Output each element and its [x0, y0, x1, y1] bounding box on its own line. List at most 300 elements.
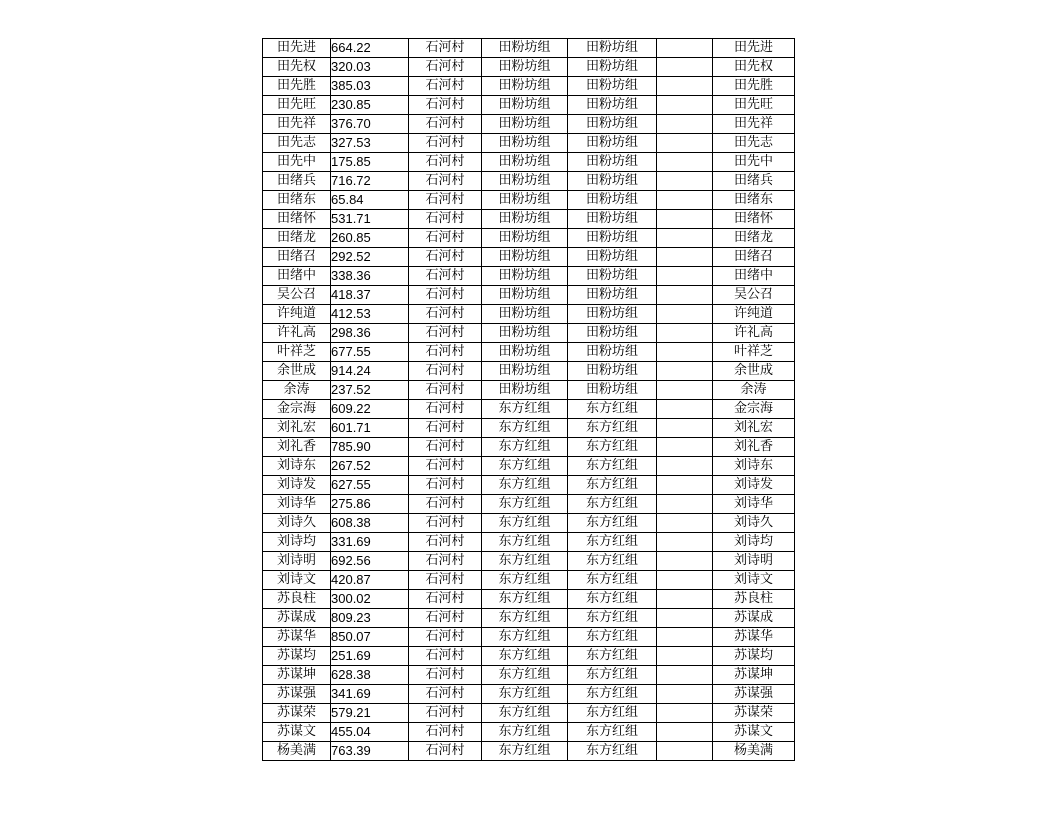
table-row: [263, 514, 795, 533]
empty-cell: [657, 229, 713, 248]
area-value-cell: 850.07: [331, 628, 409, 647]
table-row: [263, 666, 795, 685]
table-body: [263, 39, 795, 761]
area-value-cell: 251.69: [331, 647, 409, 666]
owner-name-cell: 田绪召: [263, 248, 331, 267]
owner-name-repeat-cell: 刘诗华: [713, 495, 795, 514]
owner-name-repeat-cell: 许礼高: [713, 324, 795, 343]
area-value-cell: 267.52: [331, 457, 409, 476]
village-cell: 石河村: [409, 647, 482, 666]
table-row: [263, 305, 795, 324]
owner-name-cell: 田绪龙: [263, 229, 331, 248]
village-cell: 石河村: [409, 305, 482, 324]
village-cell: 石河村: [409, 552, 482, 571]
owner-name-cell: 许礼高: [263, 324, 331, 343]
group-repeat-cell: 田粉坊组: [568, 248, 657, 267]
group-repeat-cell: 东方红组: [568, 609, 657, 628]
owner-name-cell: 田先志: [263, 134, 331, 153]
group-cell: 田粉坊组: [482, 362, 568, 381]
area-value-cell: 298.36: [331, 324, 409, 343]
village-cell: 石河村: [409, 571, 482, 590]
owner-name-repeat-cell: 苏谋均: [713, 647, 795, 666]
owner-name-cell: 刘诗均: [263, 533, 331, 552]
village-cell: 石河村: [409, 533, 482, 552]
table-row: [263, 628, 795, 647]
group-repeat-cell: 田粉坊组: [568, 191, 657, 210]
village-cell: 石河村: [409, 666, 482, 685]
table-row: [263, 343, 795, 362]
owner-name-cell: 田绪东: [263, 191, 331, 210]
table-row: [263, 134, 795, 153]
village-cell: 石河村: [409, 704, 482, 723]
owner-name-repeat-cell: 田先旺: [713, 96, 795, 115]
empty-cell: [657, 514, 713, 533]
owner-name-repeat-cell: 苏谋强: [713, 685, 795, 704]
group-repeat-cell: 田粉坊组: [568, 305, 657, 324]
area-value-cell: 376.70: [331, 115, 409, 134]
group-cell: 田粉坊组: [482, 305, 568, 324]
table-row: [263, 495, 795, 514]
village-cell: 石河村: [409, 628, 482, 647]
table-row: [263, 153, 795, 172]
owner-name-repeat-cell: 苏谋华: [713, 628, 795, 647]
owner-name-repeat-cell: 余涛: [713, 381, 795, 400]
empty-cell: [657, 115, 713, 134]
group-repeat-cell: 田粉坊组: [568, 39, 657, 58]
owner-name-cell: 苏谋文: [263, 723, 331, 742]
area-value-cell: 260.85: [331, 229, 409, 248]
owner-name-cell: 刘诗发: [263, 476, 331, 495]
village-cell: 石河村: [409, 58, 482, 77]
group-cell: 田粉坊组: [482, 77, 568, 96]
village-cell: 石河村: [409, 457, 482, 476]
group-repeat-cell: 东方红组: [568, 419, 657, 438]
table-row: [263, 191, 795, 210]
owner-name-cell: 田绪怀: [263, 210, 331, 229]
empty-cell: [657, 419, 713, 438]
group-repeat-cell: 田粉坊组: [568, 286, 657, 305]
owner-name-repeat-cell: 刘诗明: [713, 552, 795, 571]
group-cell: 东方红组: [482, 685, 568, 704]
village-cell: 石河村: [409, 172, 482, 191]
group-repeat-cell: 东方红组: [568, 457, 657, 476]
owner-name-cell: 苏谋强: [263, 685, 331, 704]
area-value-cell: 338.36: [331, 267, 409, 286]
village-cell: 石河村: [409, 438, 482, 457]
group-cell: 田粉坊组: [482, 286, 568, 305]
table-row: [263, 590, 795, 609]
owner-name-cell: 苏谋荣: [263, 704, 331, 723]
table-row: [263, 457, 795, 476]
empty-cell: [657, 362, 713, 381]
empty-cell: [657, 286, 713, 305]
area-value-cell: 175.85: [331, 153, 409, 172]
area-value-cell: 609.22: [331, 400, 409, 419]
group-cell: 田粉坊组: [482, 58, 568, 77]
owner-name-repeat-cell: 吴公召: [713, 286, 795, 305]
empty-cell: [657, 704, 713, 723]
area-value-cell: 292.52: [331, 248, 409, 267]
owner-name-cell: 田先中: [263, 153, 331, 172]
empty-cell: [657, 77, 713, 96]
village-cell: 石河村: [409, 362, 482, 381]
owner-name-repeat-cell: 余世成: [713, 362, 795, 381]
empty-cell: [657, 343, 713, 362]
group-cell: 东方红组: [482, 609, 568, 628]
empty-cell: [657, 685, 713, 704]
owner-name-cell: 田绪中: [263, 267, 331, 286]
group-repeat-cell: 田粉坊组: [568, 324, 657, 343]
owner-name-cell: 叶祥芝: [263, 343, 331, 362]
group-repeat-cell: 田粉坊组: [568, 172, 657, 191]
empty-cell: [657, 248, 713, 267]
group-repeat-cell: 田粉坊组: [568, 267, 657, 286]
empty-cell: [657, 666, 713, 685]
empty-cell: [657, 742, 713, 761]
data-table: [262, 38, 795, 761]
owner-name-cell: 刘诗华: [263, 495, 331, 514]
owner-name-cell: 余涛: [263, 381, 331, 400]
area-value-cell: 785.90: [331, 438, 409, 457]
area-value-cell: 420.87: [331, 571, 409, 590]
owner-name-repeat-cell: 苏谋成: [713, 609, 795, 628]
owner-name-cell: 田先胜: [263, 77, 331, 96]
area-value-cell: 677.55: [331, 343, 409, 362]
owner-name-repeat-cell: 苏良柱: [713, 590, 795, 609]
group-cell: 田粉坊组: [482, 153, 568, 172]
village-cell: 石河村: [409, 419, 482, 438]
owner-name-cell: 刘礼宏: [263, 419, 331, 438]
village-cell: 石河村: [409, 590, 482, 609]
owner-name-repeat-cell: 田绪东: [713, 191, 795, 210]
owner-name-repeat-cell: 苏谋文: [713, 723, 795, 742]
owner-name-cell: 田先进: [263, 39, 331, 58]
group-cell: 田粉坊组: [482, 115, 568, 134]
village-cell: 石河村: [409, 609, 482, 628]
owner-name-cell: 苏良柱: [263, 590, 331, 609]
table-row: [263, 172, 795, 191]
area-value-cell: 320.03: [331, 58, 409, 77]
empty-cell: [657, 39, 713, 58]
area-value-cell: 385.03: [331, 77, 409, 96]
owner-name-cell: 苏谋成: [263, 609, 331, 628]
group-cell: 东方红组: [482, 457, 568, 476]
empty-cell: [657, 628, 713, 647]
area-value-cell: 341.69: [331, 685, 409, 704]
group-cell: 东方红组: [482, 704, 568, 723]
area-value-cell: 628.38: [331, 666, 409, 685]
owner-name-repeat-cell: 田先中: [713, 153, 795, 172]
group-repeat-cell: 东方红组: [568, 742, 657, 761]
area-value-cell: 716.72: [331, 172, 409, 191]
area-value-cell: 531.71: [331, 210, 409, 229]
village-cell: 石河村: [409, 210, 482, 229]
table-row: [263, 571, 795, 590]
group-repeat-cell: 东方红组: [568, 438, 657, 457]
table-row: [263, 685, 795, 704]
owner-name-cell: 刘礼香: [263, 438, 331, 457]
village-cell: 石河村: [409, 742, 482, 761]
village-cell: 石河村: [409, 286, 482, 305]
table-row: [263, 400, 795, 419]
group-repeat-cell: 田粉坊组: [568, 343, 657, 362]
owner-name-repeat-cell: 刘诗均: [713, 533, 795, 552]
area-value-cell: 331.69: [331, 533, 409, 552]
group-cell: 东方红组: [482, 552, 568, 571]
table-row: [263, 58, 795, 77]
group-repeat-cell: 东方红组: [568, 685, 657, 704]
group-cell: 田粉坊组: [482, 381, 568, 400]
village-cell: 石河村: [409, 381, 482, 400]
group-repeat-cell: 东方红组: [568, 514, 657, 533]
empty-cell: [657, 153, 713, 172]
owner-name-cell: 田先旺: [263, 96, 331, 115]
owner-name-repeat-cell: 田绪召: [713, 248, 795, 267]
table-row: [263, 229, 795, 248]
table-row: [263, 476, 795, 495]
group-cell: 田粉坊组: [482, 248, 568, 267]
owner-name-repeat-cell: 刘礼香: [713, 438, 795, 457]
owner-name-repeat-cell: 刘诗东: [713, 457, 795, 476]
table-row: [263, 381, 795, 400]
table-row: [263, 77, 795, 96]
table-row: [263, 552, 795, 571]
village-cell: 石河村: [409, 267, 482, 286]
owner-name-repeat-cell: 田绪怀: [713, 210, 795, 229]
empty-cell: [657, 438, 713, 457]
village-cell: 石河村: [409, 476, 482, 495]
empty-cell: [657, 210, 713, 229]
group-cell: 田粉坊组: [482, 343, 568, 362]
village-cell: 石河村: [409, 77, 482, 96]
group-cell: 东方红组: [482, 647, 568, 666]
owner-name-repeat-cell: 刘礼宏: [713, 419, 795, 438]
group-repeat-cell: 东方红组: [568, 495, 657, 514]
village-cell: 石河村: [409, 229, 482, 248]
area-value-cell: 914.24: [331, 362, 409, 381]
group-cell: 东方红组: [482, 590, 568, 609]
group-repeat-cell: 田粉坊组: [568, 115, 657, 134]
area-value-cell: 327.53: [331, 134, 409, 153]
village-cell: 石河村: [409, 96, 482, 115]
area-value-cell: 692.56: [331, 552, 409, 571]
table-row: [263, 647, 795, 666]
group-repeat-cell: 田粉坊组: [568, 210, 657, 229]
group-repeat-cell: 田粉坊组: [568, 58, 657, 77]
empty-cell: [657, 191, 713, 210]
group-cell: 东方红组: [482, 533, 568, 552]
owner-name-cell: 苏谋坤: [263, 666, 331, 685]
group-cell: 东方红组: [482, 723, 568, 742]
owner-name-cell: 杨美满: [263, 742, 331, 761]
table-row: [263, 115, 795, 134]
group-cell: 田粉坊组: [482, 172, 568, 191]
owner-name-repeat-cell: 杨美满: [713, 742, 795, 761]
owner-name-repeat-cell: 苏谋荣: [713, 704, 795, 723]
empty-cell: [657, 324, 713, 343]
owner-name-cell: 田先权: [263, 58, 331, 77]
group-cell: 田粉坊组: [482, 96, 568, 115]
owner-name-repeat-cell: 苏谋坤: [713, 666, 795, 685]
owner-name-cell: 苏谋均: [263, 647, 331, 666]
group-cell: 田粉坊组: [482, 324, 568, 343]
empty-cell: [657, 134, 713, 153]
owner-name-repeat-cell: 金宗海: [713, 400, 795, 419]
empty-cell: [657, 647, 713, 666]
owner-name-cell: 刘诗文: [263, 571, 331, 590]
group-repeat-cell: 田粉坊组: [568, 362, 657, 381]
group-repeat-cell: 田粉坊组: [568, 381, 657, 400]
owner-name-cell: 刘诗明: [263, 552, 331, 571]
group-cell: 东方红组: [482, 666, 568, 685]
empty-cell: [657, 590, 713, 609]
table-row: [263, 438, 795, 457]
empty-cell: [657, 400, 713, 419]
group-cell: 田粉坊组: [482, 229, 568, 248]
group-cell: 东方红组: [482, 438, 568, 457]
area-value-cell: 300.02: [331, 590, 409, 609]
table-row: [263, 704, 795, 723]
area-value-cell: 275.86: [331, 495, 409, 514]
group-cell: 东方红组: [482, 628, 568, 647]
village-cell: 石河村: [409, 115, 482, 134]
village-cell: 石河村: [409, 723, 482, 742]
village-cell: 石河村: [409, 153, 482, 172]
group-repeat-cell: 东方红组: [568, 590, 657, 609]
village-cell: 石河村: [409, 39, 482, 58]
group-repeat-cell: 东方红组: [568, 571, 657, 590]
group-cell: 东方红组: [482, 742, 568, 761]
owner-name-repeat-cell: 田绪中: [713, 267, 795, 286]
group-cell: 田粉坊组: [482, 191, 568, 210]
table-row: [263, 324, 795, 343]
group-repeat-cell: 田粉坊组: [568, 153, 657, 172]
owner-name-cell: 许纯道: [263, 305, 331, 324]
table-row: [263, 723, 795, 742]
village-cell: 石河村: [409, 343, 482, 362]
owner-name-cell: 金宗海: [263, 400, 331, 419]
owner-name-cell: 刘诗久: [263, 514, 331, 533]
village-cell: 石河村: [409, 495, 482, 514]
table-row: [263, 286, 795, 305]
group-repeat-cell: 东方红组: [568, 628, 657, 647]
group-cell: 田粉坊组: [482, 134, 568, 153]
owner-name-repeat-cell: 田先志: [713, 134, 795, 153]
group-repeat-cell: 田粉坊组: [568, 96, 657, 115]
empty-cell: [657, 552, 713, 571]
owner-name-cell: 吴公召: [263, 286, 331, 305]
table-row: [263, 742, 795, 761]
village-cell: 石河村: [409, 514, 482, 533]
empty-cell: [657, 58, 713, 77]
table-row: [263, 96, 795, 115]
area-value-cell: 230.85: [331, 96, 409, 115]
empty-cell: [657, 495, 713, 514]
empty-cell: [657, 609, 713, 628]
empty-cell: [657, 571, 713, 590]
group-cell: 田粉坊组: [482, 210, 568, 229]
group-cell: 东方红组: [482, 495, 568, 514]
group-repeat-cell: 田粉坊组: [568, 77, 657, 96]
empty-cell: [657, 381, 713, 400]
owner-name-repeat-cell: 刘诗发: [713, 476, 795, 495]
area-value-cell: 237.52: [331, 381, 409, 400]
group-repeat-cell: 东方红组: [568, 723, 657, 742]
owner-name-repeat-cell: 田先祥: [713, 115, 795, 134]
owner-name-repeat-cell: 叶祥芝: [713, 343, 795, 362]
group-cell: 田粉坊组: [482, 267, 568, 286]
group-repeat-cell: 东方红组: [568, 552, 657, 571]
table-row: [263, 533, 795, 552]
owner-name-cell: 余世成: [263, 362, 331, 381]
owner-name-cell: 田绪兵: [263, 172, 331, 191]
area-value-cell: 809.23: [331, 609, 409, 628]
area-value-cell: 65.84: [331, 191, 409, 210]
group-repeat-cell: 东方红组: [568, 666, 657, 685]
owner-name-cell: 刘诗东: [263, 457, 331, 476]
table-row: [263, 39, 795, 58]
area-value-cell: 601.71: [331, 419, 409, 438]
village-cell: 石河村: [409, 400, 482, 419]
empty-cell: [657, 305, 713, 324]
owner-name-cell: 苏谋华: [263, 628, 331, 647]
area-value-cell: 608.38: [331, 514, 409, 533]
empty-cell: [657, 267, 713, 286]
table-row: [263, 248, 795, 267]
owner-name-cell: 田先祥: [263, 115, 331, 134]
empty-cell: [657, 723, 713, 742]
owner-name-repeat-cell: 田绪龙: [713, 229, 795, 248]
area-value-cell: 412.53: [331, 305, 409, 324]
village-cell: 石河村: [409, 324, 482, 343]
group-cell: 东方红组: [482, 419, 568, 438]
empty-cell: [657, 533, 713, 552]
owner-name-repeat-cell: 田先权: [713, 58, 795, 77]
village-cell: 石河村: [409, 248, 482, 267]
area-value-cell: 627.55: [331, 476, 409, 495]
area-value-cell: 763.39: [331, 742, 409, 761]
group-repeat-cell: 东方红组: [568, 704, 657, 723]
village-cell: 石河村: [409, 134, 482, 153]
village-cell: 石河村: [409, 191, 482, 210]
group-repeat-cell: 东方红组: [568, 400, 657, 419]
area-value-cell: 455.04: [331, 723, 409, 742]
group-cell: 东方红组: [482, 400, 568, 419]
empty-cell: [657, 457, 713, 476]
empty-cell: [657, 96, 713, 115]
owner-name-repeat-cell: 田绪兵: [713, 172, 795, 191]
owner-name-repeat-cell: 刘诗久: [713, 514, 795, 533]
group-repeat-cell: 东方红组: [568, 647, 657, 666]
table-row: [263, 210, 795, 229]
area-value-cell: 418.37: [331, 286, 409, 305]
area-value-cell: 579.21: [331, 704, 409, 723]
owner-name-repeat-cell: 许纯道: [713, 305, 795, 324]
owner-name-repeat-cell: 田先胜: [713, 77, 795, 96]
table-row: [263, 609, 795, 628]
owner-name-repeat-cell: 田先进: [713, 39, 795, 58]
group-cell: 东方红组: [482, 476, 568, 495]
group-cell: 东方红组: [482, 571, 568, 590]
owner-name-repeat-cell: 刘诗文: [713, 571, 795, 590]
table-row: [263, 419, 795, 438]
table-row: [263, 362, 795, 381]
table-row: [263, 267, 795, 286]
group-repeat-cell: 田粉坊组: [568, 134, 657, 153]
area-value-cell: 664.22: [331, 39, 409, 58]
group-repeat-cell: 东方红组: [568, 476, 657, 495]
group-repeat-cell: 田粉坊组: [568, 229, 657, 248]
